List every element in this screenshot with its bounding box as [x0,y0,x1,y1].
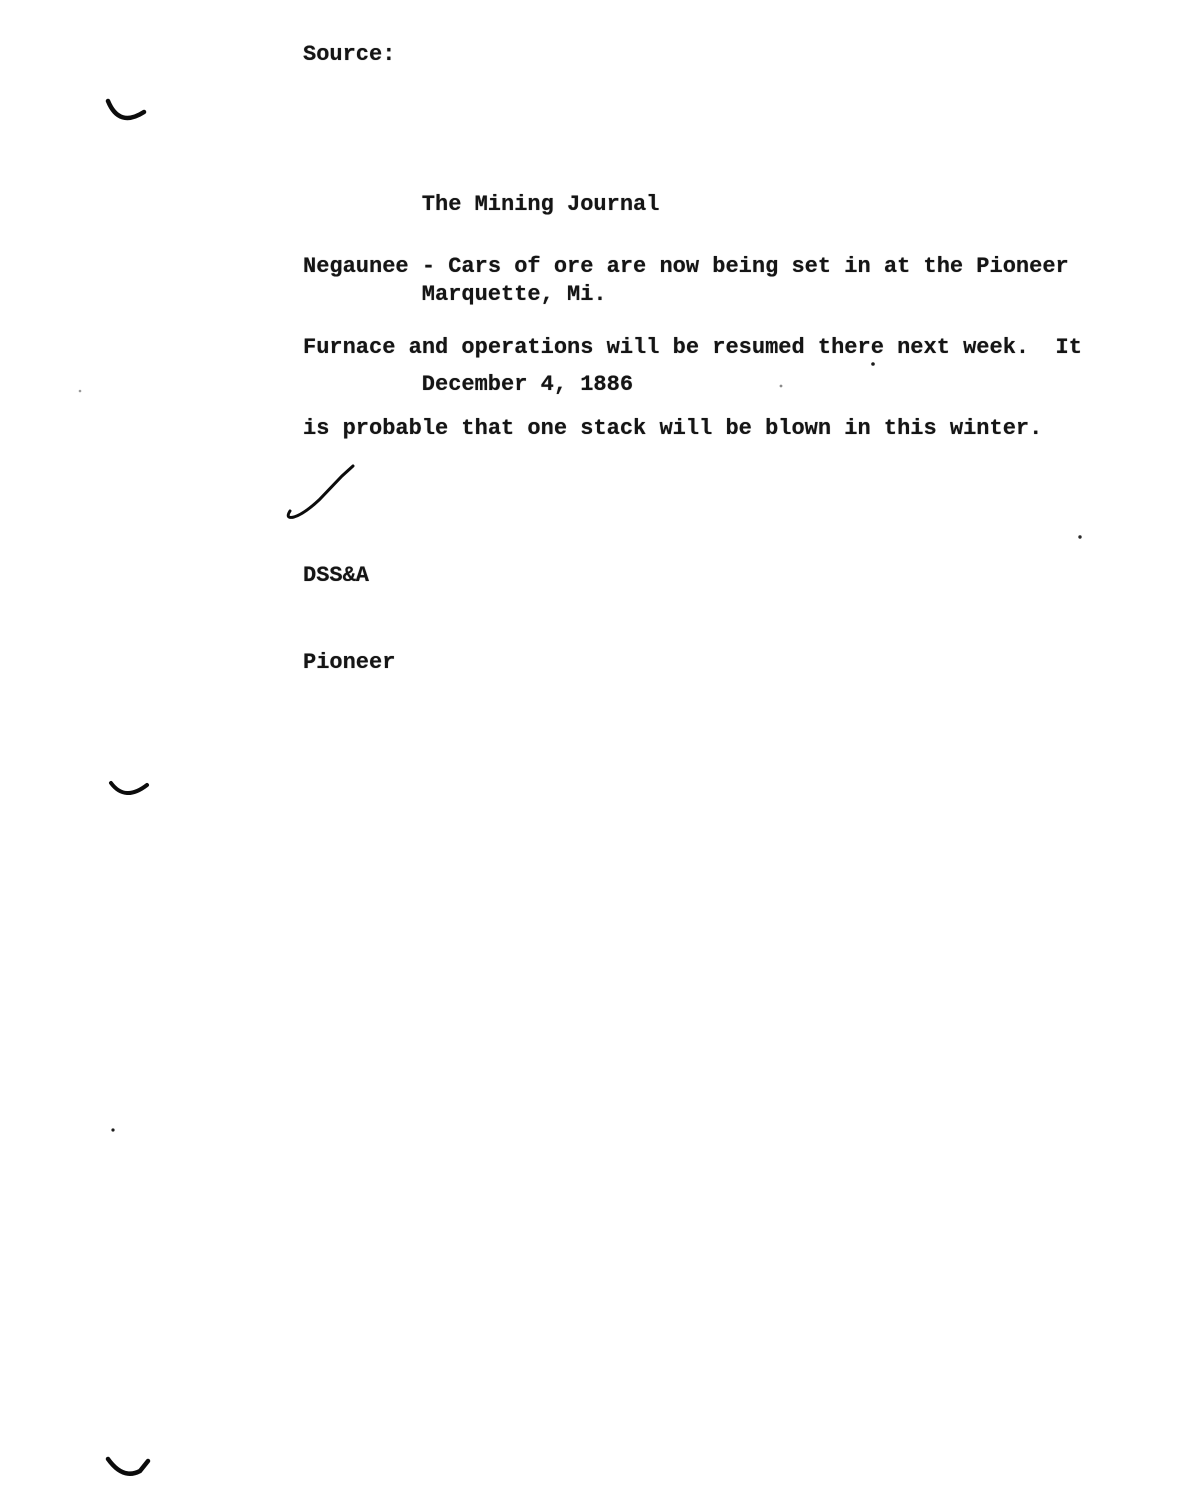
scan-speck [1078,535,1081,538]
source-location: Marquette, Mi. [421,282,607,307]
source-label: Source: [303,42,396,67]
source-publication: The Mining Journal [421,192,660,217]
margin-curve-mark-middle [111,783,147,793]
article-line-3: is probable that one stack will be blown in this winter. [303,416,1043,441]
scan-speck [111,1128,114,1131]
index-terms-block [303,503,395,735]
source-date: December 4, 1886 [421,372,634,397]
article-line-2: Furnace and operations will be resumed there next week. It [303,335,1082,360]
scan-speck [79,390,82,393]
article-line-1: Negaunee - Cars of ore are now being set in at the Pioneer [303,254,1069,279]
margin-curve-mark-bottom [108,1459,148,1474]
index-term-pioneer: Pioneer [303,650,396,675]
article-text [303,199,1082,496]
margin-curve-mark-top [108,101,144,118]
index-term-dssa: DSS&A [303,563,370,588]
